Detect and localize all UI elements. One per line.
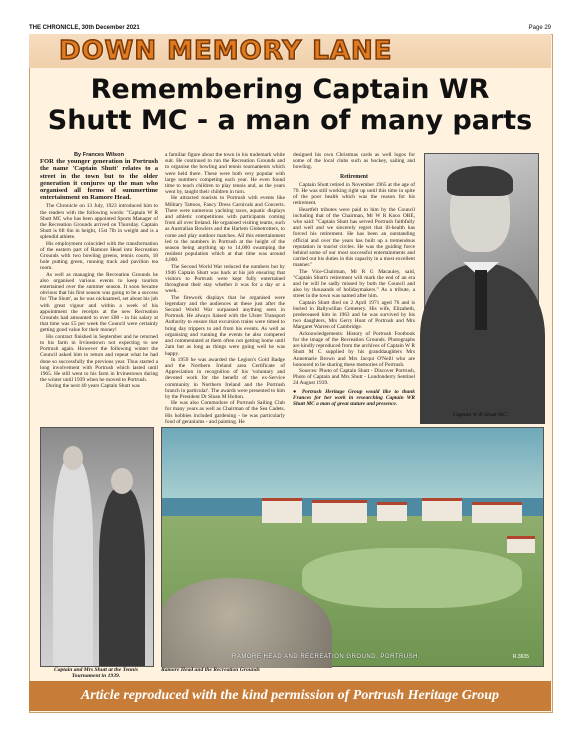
footer-credit: Article reproduced with the kind permission of Portrush Heritage Group: [80, 688, 500, 703]
headline-line-1: Remembering Captain WR: [90, 74, 490, 105]
ramore-head-photo: [161, 427, 544, 667]
paragraph: In 1959 he was awarded the Legion's Gold Badge and the Northern Ireland area Certificate of Appreciation in recognition of his 'voluntary and devoted work for the benefit of the ex-Service community in Northern Ireland and the Portrush branch in particular'. The awards were presented to him by the President Dr Sloan M Holton.: [165, 356, 285, 400]
section-banner: [29, 34, 551, 68]
byline: By Frances Wilson: [74, 152, 124, 158]
photo-print-code: R.3635: [512, 654, 529, 660]
paragraph: Heartfelt tributes were paid to him by the Council including that of the Chairman, Mr W R Knox OBE, who said: "Captain Shutt has served Portrush faithfully and well and we sincerely regret that ill-health has forced his retirement. He has been an outstanding official and over the years has built up a tremendous reputation in tourist circles. He was the guiding force behind some of our most successful entertainments and carried out his duties in this capacity in a most excellent manner.": [293, 206, 415, 269]
article-intro: FOR the younger generation in Portrush the name 'Captain Shutt' relates to a street in the town but to the older generation it conjures up the man who organised all forms of summertime entertainment on Ramore Head.: [40, 158, 158, 202]
paragraph: His contract finished in September and he returned to his farm in Irvinestown not expecting to see Portrush again. However the following winter the Council asked him to return and repeat what he had done so successfully the previous year. Thus started a long involvement with Portrush which lasted until 1965. He still went to his farm in Irvinestown during the winter until 1939 when he moved to Portrush.: [40, 333, 158, 384]
paragraph: The Second World War reduced the numbers but by 1946 Captain Shutt was back at his job ensuring that visitors to Portrush were kept fully entertained throughout their stay whether it was for a day or a week.: [165, 263, 285, 295]
ramore-caption: Ramore Head and the Recreation Grounds: [161, 667, 260, 673]
page-header: [0, 0, 580, 36]
paragraph: He attracted tourists to Portrush with events like Military Tattoos, Fancy Dress Carnivals and Concerts. There were numerous yachting races, aquatic displays and athletic competitions with participants coming from all over Ireland. He organised visiting teams, such as Australian Bowlers and the Harlem Globetrotters, to come and play outdoor matches. All this entertainment led to the numbers in Portrush at the height of the season being anything up to 14,000 swamping the resident population which at that time was around 4,000.: [165, 195, 285, 264]
paragraph: The Vice-Chairman, Mr R G Macauley, said, "Captain Shutt's retirement will mark the end of an era and he will be sadly missed by both the Council and also by thousands of holidaymakers." As a tribute, a street in the town was named after him.: [293, 268, 415, 300]
thanks-note: ● Portrush Heritage Group would like to thank Frances for her work in researching Captain WR Shutt MC a man of great stature and presence.: [293, 388, 415, 407]
article-column-3: [293, 152, 415, 420]
paragraph: The Chronicle on 13 July, 1923 introduced him to the readers with the following words: "Captain W R Shutt MC who has been appointed Sports Manager of the Recreation Grounds arrived on Thursday. Captain Shutt is 6ft 6in in height, 15st 7lb in weight and is a splendid athlete.: [40, 203, 158, 241]
paragraph: designed his own Christmas cards as well logos for some of the local clubs such as hockey, sailing and bowling.: [293, 152, 415, 171]
paragraph: Acknowledgements: History of Portrush Footbook for the image of the Recreation Grounds. Photographs are kindly reproduced from the archives of Captain W R Shutt M C supplied by his granddaughters Mrs Annemarie Brown and Mrs Jacqui O'Neill who are honoured to be sharing these memories of Portrush.: [293, 330, 415, 368]
headline-line-2: Shutt MC - a man of many parts: [47, 105, 533, 136]
section-title: DOWN MEMORY LANE: [59, 36, 393, 66]
portrait-caption: Captain W R Shutt MC.: [453, 412, 508, 418]
footer-banner: [29, 681, 551, 711]
paragraph: During the next 40 years Captain Shutt was: [46, 383, 140, 390]
publication-name: THE CHRONICLE, 30th December 2021: [29, 25, 140, 31]
paragraph: Sources: Photo of Captain Shutt - Discover Portrush, Photo of Captain and Mrs Shutt - Londonderry Sentinel 24 August 1939.: [293, 367, 415, 387]
couple-photo: [40, 427, 154, 667]
paragraph: a familiar figure about the town in his trademark white suit. He continued to run the Recreation Grounds and to organise the bowling and tennis tournaments which were held there. These were both very popular with large numbers competing each year. He even found time to teach children to play tennis and, as the years went by, taught their children in turn.: [165, 152, 285, 196]
subheading-retirement: Retirement: [340, 173, 368, 180]
photo-print-caption: RAMORE HEAD AND RECREATION GROUND, PORTRUSH.: [232, 654, 421, 660]
article-headline: [40, 74, 540, 136]
couple-caption: Captain and Mrs Shutt at the Tennis Tournament in 1939.: [53, 667, 139, 679]
article-column-2: [165, 152, 285, 425]
paragraph: As well as managing the Recreation Grounds he also organised various events to keep tourists entertained over the summer season. It soon became obvious that his first season was going to be a success for 'The Shutt', as he was nicknamed, set about his job with great vigour and within a week of his appointment the receipts at the new Recreation Grounds had amounted to over £80 - in his salary at that time was £5 per week the Council were certainly getting good value for their money!: [40, 271, 158, 334]
page-number: Page 29: [528, 25, 551, 31]
paragraph: Captain Shutt died on 2 April 1971 aged 76 and is buried in Ballywillan Cemetery. His wife, Elizabeth, predeceased him in 1963 and he was survived by his two daughters, Mrs Gerry Hunt of Portrush and Mrs Margaret Warren of Cambridge.: [293, 299, 415, 331]
paragraph: Captain Shutt retired in November 1965 at the age of 70. He was still working right up until this time in spite of the poor health which was the reason for his retirement.: [293, 181, 415, 207]
paragraph: His employment coincided with the transformation of the eastern part of Ramore Head into Recreation Grounds with two bowling greens, tennis courts, 18 hole putting green, running track and pavilion tea room.: [40, 240, 158, 272]
paragraph: He was also Commodore of Portrush Sailing Club for many years as well as Chairman of the Sea Cadets. His hobbies included gardening - he was particularly fond of geraniums - and painting. He: [165, 400, 285, 425]
paragraph: The firework displays that he organised were legendary and the audiences at these just after the Second World War surpassed anything seen in Portrush. He always liaised with the Ulster Transport Authority to ensure that excursion trains were timed to bring day trippers to and from his events. As well as organising and running the events he also compered and commentated at them often not getting home until 2am but as long as things were going well he was happy.: [165, 294, 285, 357]
portrait-photo: [424, 153, 539, 412]
article-column-1: [40, 152, 158, 420]
